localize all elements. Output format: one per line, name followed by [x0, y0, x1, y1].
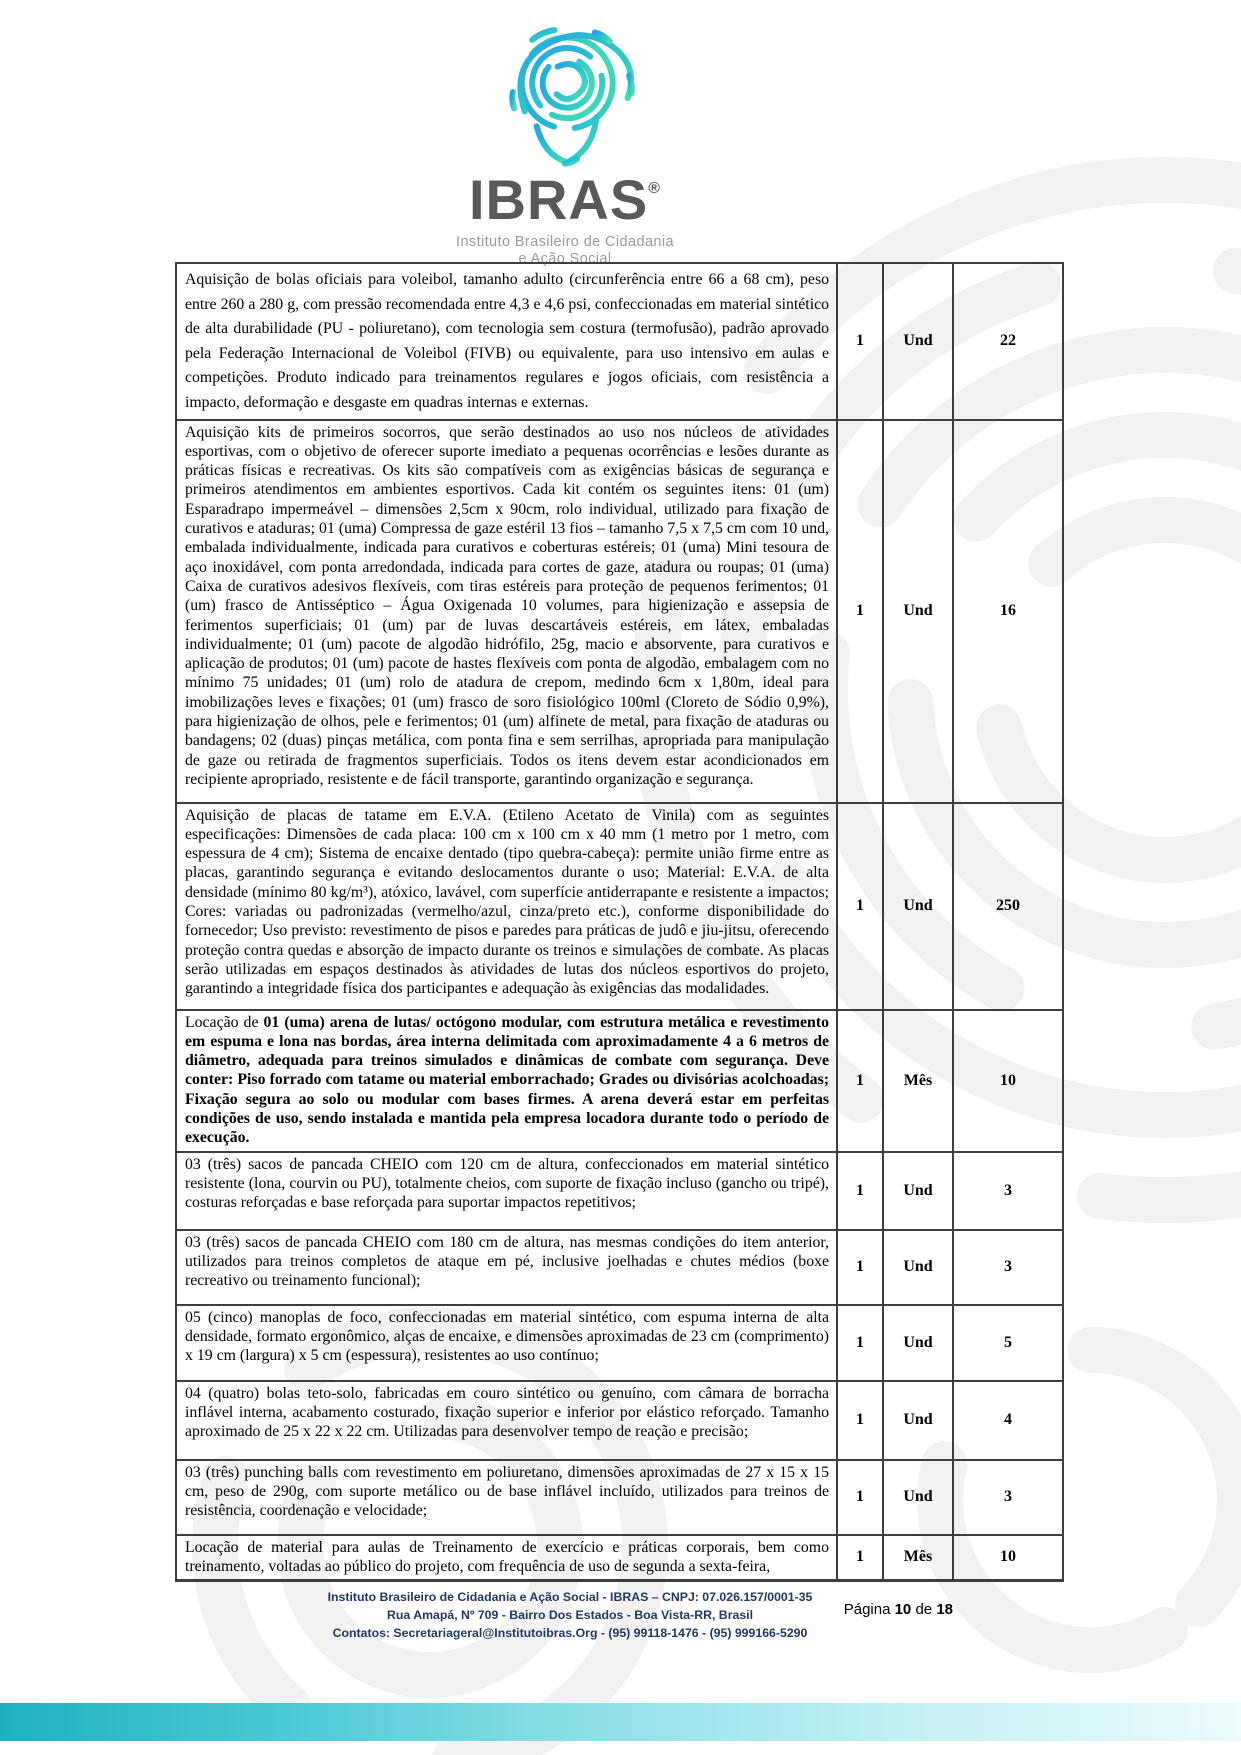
page-number: Página 10 de 18	[843, 1601, 953, 1618]
item-description-cell: 03 (três) sacos de pancada CHEIO com 120 cm de altura, confeccionados em material sintético resistente (lona, courvin ou PU), totalmente cheios, com suporte de fixação incluso (gancho ou tripé), costuras reforçadas e base reforçada para suportar impactos repetitivos;	[185, 1155, 829, 1212]
footer-line-address: Rua Amapá, Nº 709 - Bairro Dos Estados - Boa Vista-RR, Brasil	[387, 1608, 753, 1622]
item-value-cell: 16	[952, 421, 1062, 802]
item-unit-cell: Und	[882, 804, 952, 1009]
item-value-cell: 3	[952, 1153, 1062, 1229]
item-value-cell: 250	[952, 804, 1062, 1009]
table-row	[177, 419, 1062, 802]
item-qty-cell: 1	[836, 1011, 882, 1151]
table-row	[177, 264, 1062, 419]
table-row	[177, 1009, 1062, 1151]
brand-name: IBRAS®	[468, 168, 662, 231]
item-description-cell: 03 (três) sacos de pancada CHEIO com 180 cm de altura, nas mesmas condições do item anterior, utilizados para treinos completos de ataque em pé, inclusive joelhadas e chutes médios (boxe recreativo ou treinamento funcional);	[185, 1233, 829, 1290]
item-description-cell: Aquisição de bolas oficiais para voleibol, tamanho adulto (circunferência entre 66 a 68 cm), peso entre 260 a 280 g, com pressão recomendada entre 4,3 e 4,6 psi, confeccionadas em material sintético de alta durabilidade (PU - poliuretano), com tecnologia sem costura (termofusão), padrão aprovado pela Federação Internacional de Voleibol (FIVB) ou equivalente, para uso intensivo em aulas e competições. Produto indicado para treinamentos regulares e jogos oficiais, com resistência a impacto, deformação e desgaste em quadras internas e externas.	[185, 271, 829, 411]
item-qty-cell: 1	[836, 421, 882, 802]
item-unit-cell: Und	[882, 1382, 952, 1459]
item-value-cell: 4	[952, 1382, 1062, 1459]
item-description-cell: Aquisição kits de primeiros socorros, que serão destinados ao uso nos núcleos de atividades esportivas, com o objetivo de oferecer suporte imediato a pequenas ocorrências e lesões durante as práticas físicas e recreativas. Os kits são compatíveis com as exigências básicas de segurança e primeiros atendimentos em ambientes esportivos. Cada kit contém os seguintes itens: 01 (um) Esparadrapo impermeável – dimensões 2,5cm x 90cm, rolo individual, utilizado para fixação de curativos e ataduras; 01 (uma) Compressa de gaze estéril 13 fios – tamanho 7,5 x 7,5 cm com 10 und, embalada individualmente, indicada para curativos e coberturas estéreis; 01 (uma) Mini tesoura de aço inoxidável, com ponta arredondada, indicada para cortes de gaze, atadura ou roupas; 01 (uma) Caixa de curativos adesivos flexíveis, com tiras estéreis para proteção de pequenos ferimentos; 01 (um) frasco de Antisséptico – Água Oxigenada 10 volumes, para higienização e assepsia de ferimentos superficiais; 01 (um) par de luvas descartáveis estéreis, em látex, embaladas individualmente; 01 (um) pacote de algodão hidrófilo, 25g, macio e absorvente, para curativos e aplicação de produtos; 01 (um) pacote de hastes flexíveis com ponta de algodão, embalagem com no mínimo 75 unidades; 01 (um) rolo de atadura de crepom, medindo 6cm x 1,80m, ideal para imobilizações leves e fixações; 01 (um) frasco de soro fisiológico 100ml (Cloreto de Sódio 0,9%), para higienização de olhos, pele e ferimentos; 01 (um) alfinete de metal, para fixação de ataduras ou bandagens; 02 (duas) pinças metálica, com ponta fina e sem serrilhas, apropriada para manipulação de gaze ou retirada de fragmentos superficiais. Todos os itens devem estar acondicionados em recipiente apropriado, resistente e de fácil transporte, garantindo organização e segurança.	[185, 423, 829, 788]
table-row	[177, 802, 1062, 1009]
item-description-cell: 04 (quatro) bolas teto-solo, fabricadas em couro sintético ou genuíno, com câmara de borracha inflável interna, acabamento costurado, fixação superior e inferior por elástico reforçado. Tamanho aproximado de 25 x 22 x 22 cm. Utilizadas para desenvolver tempo de reação e precisão;	[185, 1384, 829, 1441]
registered-mark: ®	[648, 180, 662, 197]
description-bold: 01 (uma) arena de lutas/ octógono modular, com estrutura metálica e revestimento em espuma e lona nas bordas, área interna delimitada com aproximadamente 4 a 6 metros de diâmetro, adequada para treinos simulados e dinâmicas de combate com segurança. Deve conter: Piso forrado com tatame ou material emborrachado; Grades ou divisórias acolchoadas; Fixação segura ao solo ou modular com bases firmes. A arena deverá estar em perfeitas condições de uso, sendo instalada e mantida pela empresa locadora durante todo o período de execução.	[185, 1013, 829, 1147]
item-unit-cell: Und	[882, 1461, 952, 1534]
logo	[415, 20, 715, 268]
item-unit-cell: Und	[882, 1231, 952, 1304]
item-qty-cell: 1	[836, 1536, 882, 1580]
item-value-cell: 10	[952, 1011, 1062, 1151]
footer-line-contacts: Contatos: Secretariageral@Institutoibras.Org - (95) 99118-1476 - (95) 999166-5290	[332, 1626, 808, 1640]
item-description-cell: 05 (cinco) manoplas de foco, confeccionadas em material sintético, com espuma interna de alta densidade, formato ergonômico, alças de encaixe, e dimensões aproximadas de 23 cm (comprimento) x 19 cm (largura) x 5 cm (espessura), resistentes ao uso contínuo;	[185, 1308, 829, 1365]
item-qty-cell: 1	[836, 1153, 882, 1229]
item-unit-cell: Mês	[882, 1536, 952, 1580]
item-qty-cell: 1	[836, 1382, 882, 1459]
items-table	[175, 262, 1064, 1582]
table-row	[177, 1459, 1062, 1534]
item-qty-cell: 1	[836, 804, 882, 1009]
item-value-cell: 5	[952, 1306, 1062, 1380]
item-description-cell: 03 (três) punching balls com revestimento em poliuretano, dimensões aproximadas de 27 x 15 x 15 cm, peso de 290g, com suporte metálico ou de base inflável incluído, utilizados para treinos de resistência, coordenação e velocidade;	[185, 1463, 829, 1520]
item-qty-cell: 1	[836, 1231, 882, 1304]
item-qty-cell: 1	[836, 1461, 882, 1534]
item-value-cell: 3	[952, 1461, 1062, 1534]
table-row	[177, 1304, 1062, 1380]
fingerprint-logo-icon	[483, 20, 647, 170]
item-value-cell: 10	[952, 1536, 1062, 1580]
item-description-cell	[177, 1011, 836, 1151]
table-row	[177, 1229, 1062, 1304]
item-description-cell: Locação de material para aulas de Treinamento de exercício e práticas corporais, bem como treinamento, voltadas ao público do projeto, com frequência de uso de segunda a sexta-feira,	[185, 1538, 829, 1575]
item-unit-cell: Und	[882, 1153, 952, 1229]
brand-subtitle: Instituto Brasileiro de Cidadania e Ação Social	[456, 234, 674, 267]
table-row	[177, 1534, 1062, 1580]
table-row	[177, 1380, 1062, 1459]
item-value-cell: 3	[952, 1231, 1062, 1304]
item-qty-cell: 1	[836, 264, 882, 419]
bottom-accent-bar	[0, 1703, 1241, 1741]
item-qty-cell: 1	[836, 1306, 882, 1380]
footer-line-institute: Instituto Brasileiro de Cidadania e Ação Social - IBRAS – CNPJ: 07.026.157/0001-35	[327, 1590, 813, 1604]
item-description-cell: Aquisição de placas de tatame em E.V.A. (Etileno Acetato de Vinila) com as seguintes especificações: Dimensões de cada placa: 100 cm x 100 cm x 40 mm (1 metro por 1 metro, com espessura de 4 cm); Sistema de encaixe dentado (tipo quebra-cabeça): permite união firme entre as placas, garantindo segurança e evitando deslocamentos durante o uso; Material: E.V.A. de alta densidade (mínimo 80 kg/m³), atóxico, lavável, com superfície antiderrapante e resistente a impactos; Cores: variadas ou padronizadas (vermelho/azul, cinza/preto etc.), conforme disponibilidade do fornecedor; Uso previsto: revestimento de pisos e paredes para práticas de judô e jiu-jitsu, oferecendo proteção contra quedas e absorção de impacto durante os treinos e simulações de combate. As placas serão utilizadas em espaços destinados às atividades de lutas dos núcleos esportivos do projeto, garantindo a integridade física dos participantes e adequação às exigências das modalidades.	[185, 806, 829, 998]
item-unit-cell: Und	[882, 264, 952, 419]
table-row	[177, 1151, 1062, 1229]
item-unit-cell: Mês	[882, 1011, 952, 1151]
item-unit-cell: Und	[882, 1306, 952, 1380]
item-value-cell: 22	[952, 264, 1062, 419]
description-lead: Locação de	[185, 1013, 264, 1031]
item-unit-cell: Und	[882, 421, 952, 802]
